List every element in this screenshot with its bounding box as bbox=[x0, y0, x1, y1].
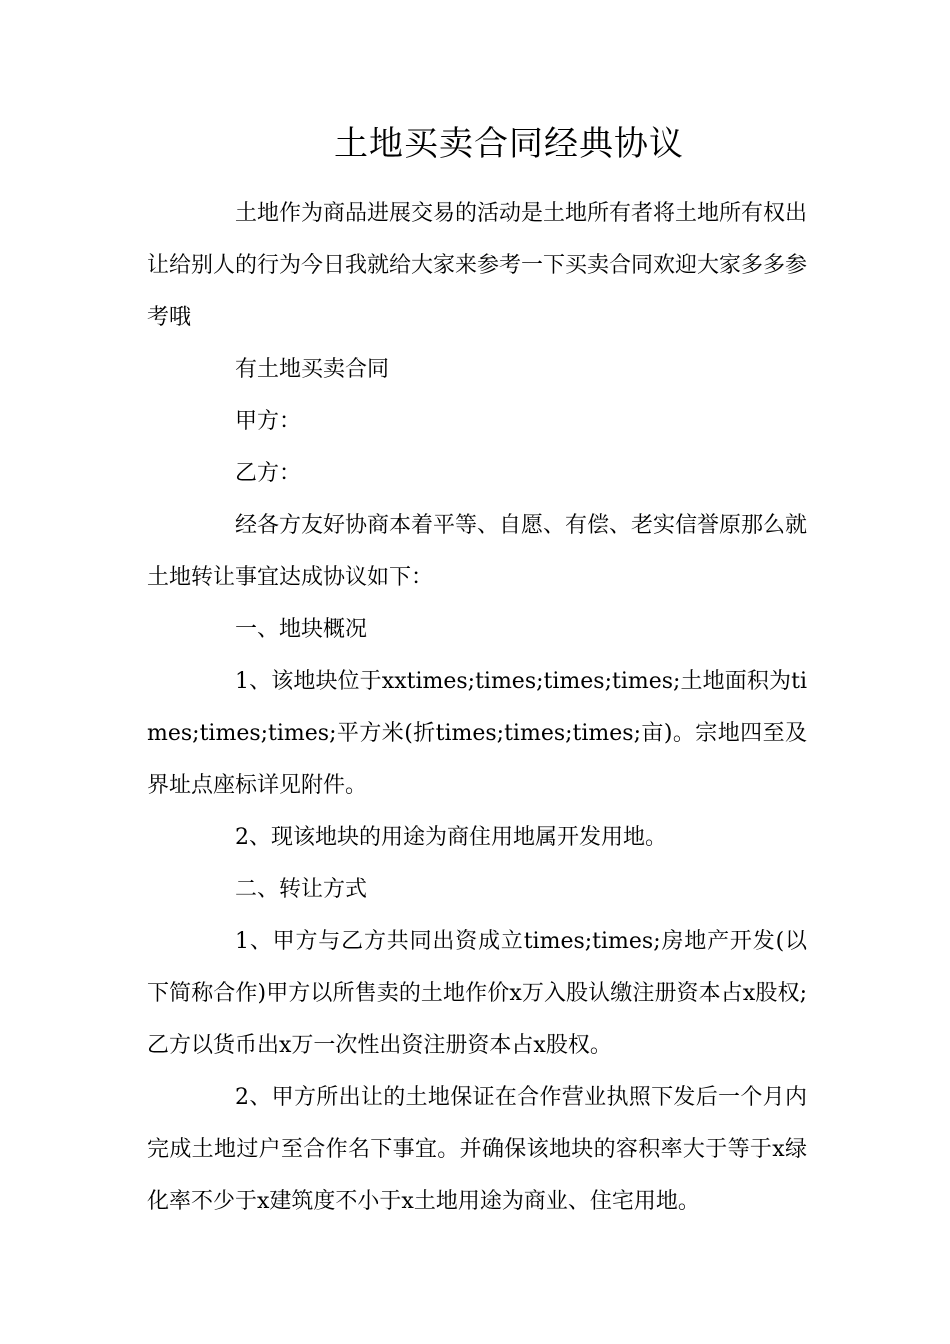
intro-paragraph: 土地作为商品进展交易的活动是土地所有者将土地所有权出让给别人的行为今日我就给大家来参考一下买卖合同欢迎大家多多参考哦 bbox=[147, 201, 808, 330]
party-b-line: 乙方： bbox=[235, 461, 302, 486]
section-heading-plot-overview: 一、地块概况 bbox=[235, 617, 368, 642]
contract-heading: 有土地买卖合同 bbox=[235, 357, 390, 382]
document-title: 土地买卖合同经典协议 bbox=[334, 124, 684, 164]
clause-joint-investment: 1、甲方与乙方共同出资成立times;times;房地产开发(以下简称合作)甲方以所售卖的土地作价x万入股认缴注册资本占x股权;乙方以货币出x万一次性出资注册资本占x股权。 bbox=[147, 929, 807, 1058]
clause-plot-usage: 2、现该地块的用途为商住用地属开发用地。 bbox=[235, 825, 667, 850]
party-a-line: 甲方： bbox=[235, 409, 302, 434]
agreement-preamble: 经各方友好协商本着平等、自愿、有偿、老实信誉原那么就土地转让事宜达成协议如下： bbox=[147, 513, 808, 590]
clause-land-transfer: 2、甲方所出让的土地保证在合作营业执照下发后一个月内完成土地过户至合作名下事宜。并确保该地块的容积率大于等于x绿化率不少于x建筑度不小于x土地用途为商业、住宅用地。 bbox=[147, 1085, 807, 1214]
document-body bbox=[147, 188, 807, 1228]
clause-plot-location: 1、该地块位于xxtimes;times;times;times;土地面积为times;times;times;平方米(折times;times;times;亩)。宗地四至及界址点座标详见附件。 bbox=[147, 669, 807, 798]
section-heading-transfer-method: 二、转让方式 bbox=[235, 877, 368, 902]
